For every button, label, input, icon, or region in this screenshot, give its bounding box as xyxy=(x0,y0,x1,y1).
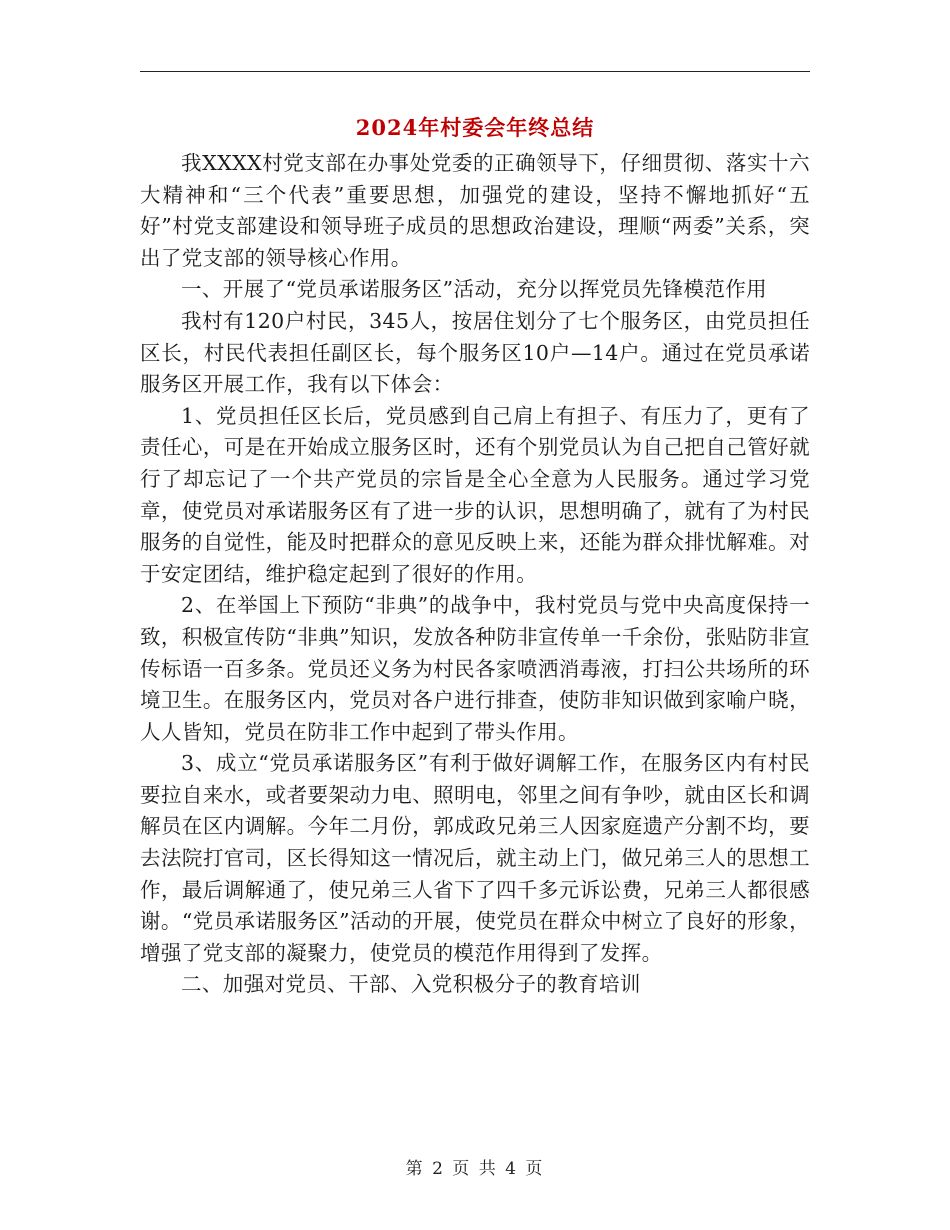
paragraph-point-2: 2、在举国上下预防“非典”的战争中，我村党员与党中央高度保持一致，积极宣传防“非典”知识，发放各种防非宣传单一千余份，张贴防非宣传标语一百多条。党员还义务为村民各家喷洒消毒液，打扫公共场所的环境卫生。在服务区内，党员对各户进行排查，使防非知识做到家喻户晓，人人皆知，党员在防非工作中起到了带头作用。 xyxy=(140,593,810,744)
paragraph-service-zones: 我村有120户村民，345人，按居住划分了七个服务区，由党员担任区长，村民代表担任副区长，每个服务区10户—14户。通过在党员承诺服务区开展工作，我有以下体会： xyxy=(140,308,810,397)
section-heading-1: 一、开展了“党员承诺服务区”活动，充分以挥党员先锋模范作用 xyxy=(181,277,768,302)
header-rule xyxy=(140,71,810,72)
document-title: 2024年村委会年终总结 xyxy=(355,115,595,140)
paragraph-point-3: 3、成立“党员承诺服务区”有利于做好调解工作，在服务区内有村民要拉自来水，或者要架动力电、照明电，邻里之间有争吵，就由区长和调解员在区内调解。今年二月份，郭成政兄弟三人因家庭遗产分割不均，要去法院打官司，区长得知这一情况后，就主动上门，做兄弟三人的思想工作，最后调解通了，使兄弟三人省下了四千多元诉讼费，兄弟三人都很感谢。“党员承诺服务区”活动的开展，使党员在群众中树立了良好的形象，增强了党支部的凝聚力，使党员的模范作用得到了发挥。 xyxy=(140,751,810,965)
page-number-footer: 第 2 页 共 4 页 xyxy=(405,1159,545,1179)
section-heading-2: 二、加强对党员、干部、入党积极分子的教育培训 xyxy=(181,972,641,997)
document-body xyxy=(140,148,810,1001)
paragraph-intro: 我XXXX村党支部在办事处党委的正确领导下，仔细贯彻、落实十六大精神和“三个代表”重要思想，加强党的建设，坚持不懈地抓好“五好”村党支部建设和领导班子成员的思想政治建设，理顺“两委”关系，突出了党支部的领导核心作用。 xyxy=(140,151,810,270)
paragraph-point-1: 1、党员担任区长后，党员感到自己肩上有担子、有压力了，更有了责任心，可是在开始成立服务区时，还有个别党员认为自己把自己管好就行了却忘记了一个共产党员的宗旨是全心全意为人民服务。通过学习党章，使党员对承诺服务区有了进一步的认识，思想明确了，就有了为村民服务的自觉性，能及时把群众的意见反映上来，还能为群众排忧解难。对于安定团结，维护稳定起到了很好的作用。 xyxy=(140,403,810,586)
